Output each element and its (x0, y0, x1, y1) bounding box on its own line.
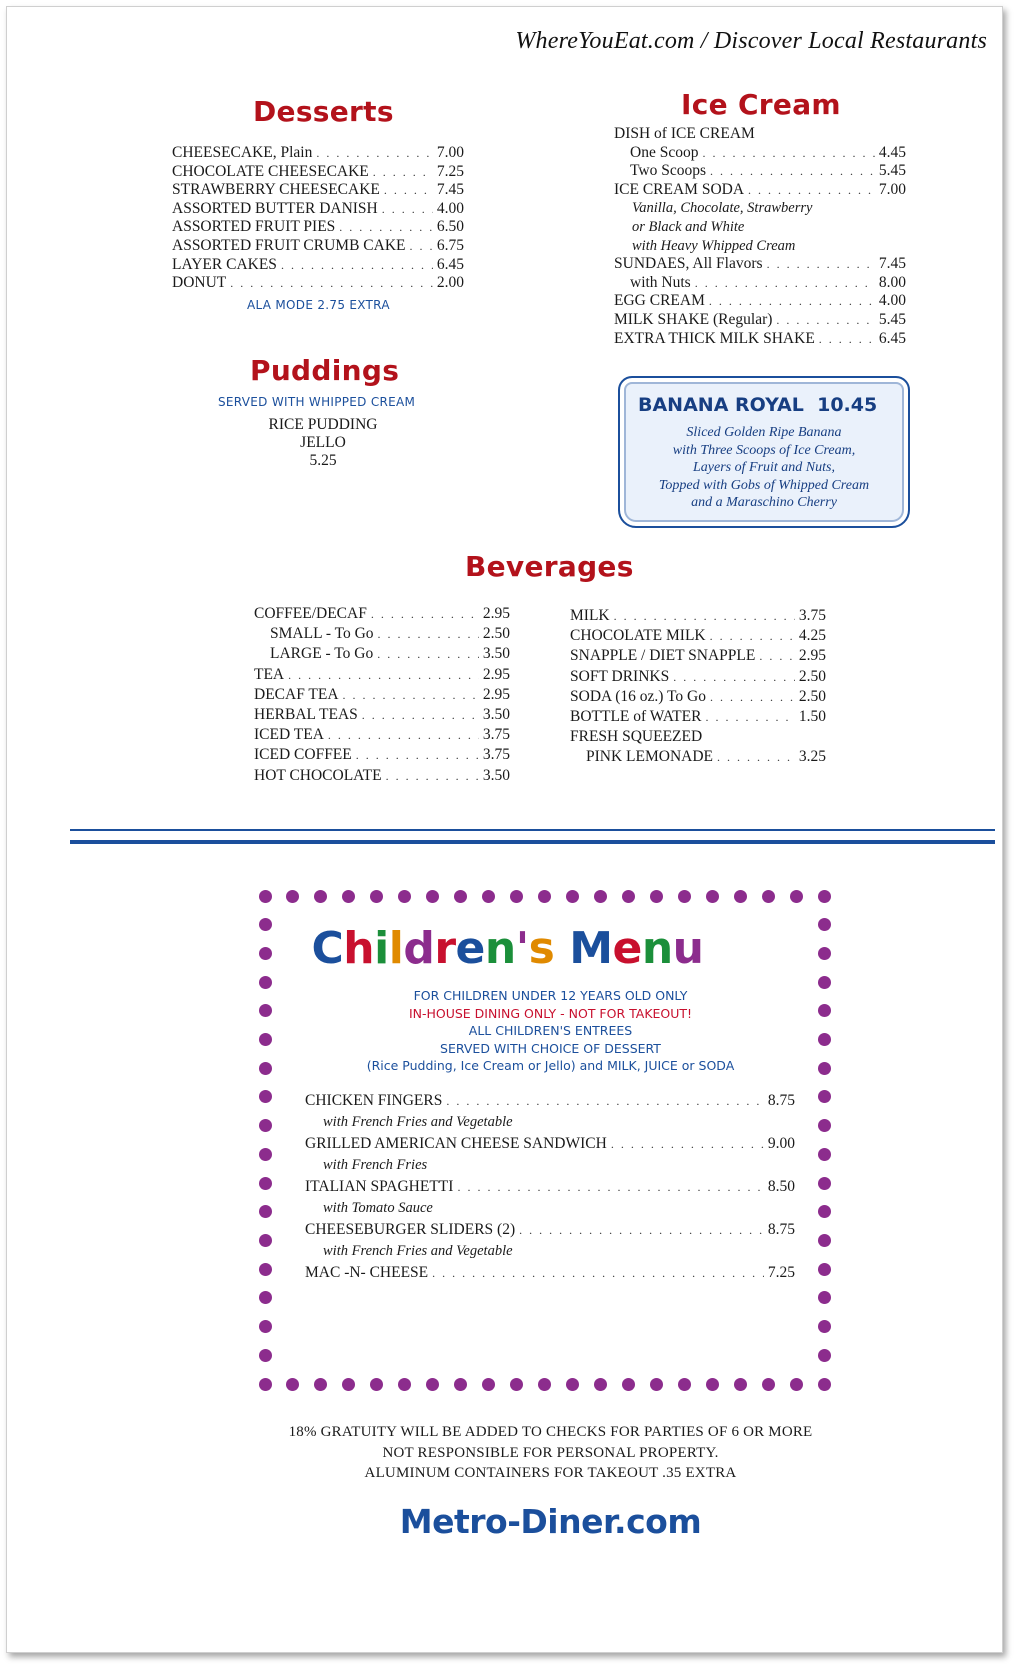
item-price: 2.95 (482, 605, 510, 622)
menu-item (254, 766, 510, 786)
dot-leader (710, 162, 875, 181)
item-description: Vanilla, Chocolate, Strawberry (632, 200, 813, 217)
item-description: or Black and White (632, 218, 745, 235)
border-dot (482, 1378, 495, 1391)
item-price: 6.50 (436, 218, 464, 236)
menu-item (614, 255, 906, 274)
desserts-list (172, 144, 464, 293)
title-letter: r (434, 923, 456, 974)
item-name: ASSORTED FRUIT CRUMB CAKE (172, 236, 406, 254)
item-name: LAYER CAKES (172, 255, 277, 273)
title-letter: d (403, 923, 435, 974)
item-name: ICE CREAM SODA (614, 180, 745, 198)
border-dot (314, 1378, 327, 1391)
menu-item (614, 125, 906, 144)
dot-leader (695, 274, 875, 293)
border-dot (818, 1205, 831, 1218)
menu-item (172, 256, 464, 275)
title-letter: n (641, 923, 673, 974)
menu-item (614, 311, 906, 330)
item-name: COFFEE/DECAF (254, 605, 367, 622)
menu-item (254, 604, 510, 624)
border-dot (259, 1205, 272, 1218)
dot-leader (709, 292, 875, 311)
border-dot (790, 1378, 803, 1391)
border-dot (259, 1349, 272, 1362)
menu-item (614, 292, 906, 311)
dot-leader (339, 218, 433, 237)
puddings-note: SERVED WITH WHIPPED CREAM (218, 395, 416, 409)
item-price: 2.95 (798, 647, 826, 665)
border-dot (259, 1320, 272, 1333)
border-dot (818, 890, 831, 903)
dot-leader (382, 200, 433, 219)
item-price: 7.00 (878, 180, 906, 198)
border-dot (678, 1378, 691, 1391)
menu-item (172, 218, 464, 237)
menu-item (254, 685, 510, 705)
menu-item (254, 725, 510, 745)
website-link[interactable]: Metro-Diner.com (399, 1502, 702, 1541)
banana-royal-line: with Three Scoops of Ice Cream, (672, 442, 856, 458)
item-name: EGG CREAM (614, 292, 705, 310)
dot-leader (230, 274, 433, 293)
border-dot (510, 890, 523, 903)
dot-leader (373, 163, 433, 182)
dot-leader (384, 181, 433, 200)
border-dot (678, 890, 691, 903)
title-letter: e (455, 923, 485, 974)
title-letter: M (569, 923, 613, 974)
item-price: 5.45 (878, 162, 906, 180)
title-letter (554, 923, 569, 974)
border-dot (650, 890, 663, 903)
menu-item (254, 644, 510, 664)
dot-leader (377, 644, 479, 664)
pudding-price: 5.25 (309, 452, 337, 469)
banana-royal-name: BANANA ROYAL (638, 394, 804, 416)
dot-leader (356, 745, 479, 765)
item-price: 2.50 (798, 667, 826, 685)
border-dot (426, 1378, 439, 1391)
border-dot (818, 1378, 831, 1391)
ice-cream-list (614, 125, 906, 348)
ice-cream-title: Ice Cream (681, 88, 841, 121)
item-description: with French Fries and Vegetable (323, 1243, 513, 1259)
border-dot (594, 890, 607, 903)
border-dot (454, 1378, 467, 1391)
item-name: PINK LEMONADE (586, 748, 714, 766)
item-price: 3.75 (482, 726, 510, 744)
dot-leader (710, 687, 795, 707)
beverages-left-list (254, 604, 510, 786)
banana-royal-description (620, 424, 908, 512)
item-name: SMALL - To Go (270, 625, 374, 643)
border-dot (426, 890, 439, 903)
item-price: 7.45 (878, 255, 906, 273)
puddings-list (223, 416, 423, 470)
border-dot (314, 890, 327, 903)
menu-item (614, 162, 906, 181)
border-dot (538, 890, 551, 903)
title-letter: h (343, 923, 375, 974)
dot-leader (519, 1220, 764, 1241)
item-name: ASSORTED FRUIT PIES (172, 218, 336, 236)
dot-leader (432, 1263, 764, 1284)
dot-leader (819, 330, 875, 349)
item-name: HOT CHOCOLATE (254, 766, 382, 784)
item-price: 8.50 (767, 1178, 795, 1195)
item-name: ASSORTED BUTTER DANISH (172, 199, 378, 217)
containers-note: ALUMINUM CONTAINERS FOR TAKEOUT .35 EXTRA (364, 1465, 737, 1481)
dot-leader (343, 685, 479, 705)
childrens-menu-item (305, 1219, 795, 1241)
item-price: 7.00 (436, 144, 464, 161)
border-dot (790, 890, 803, 903)
border-dot (818, 1234, 831, 1247)
menu-item (172, 144, 464, 163)
border-dot (734, 890, 747, 903)
item-name: GRILLED AMERICAN CHEESE SANDWICH (305, 1135, 607, 1152)
title-letter: i (374, 923, 389, 974)
banana-royal-box (618, 376, 910, 528)
dot-leader (288, 665, 479, 685)
dot-leader (705, 707, 794, 727)
border-dot (594, 1378, 607, 1391)
border-dot (259, 1090, 272, 1103)
banana-royal-title (638, 394, 877, 416)
item-price: 6.75 (436, 236, 464, 254)
border-dot (818, 1119, 831, 1132)
item-price: 5.45 (878, 310, 906, 328)
item-price: 8.75 (767, 1221, 795, 1238)
border-dot (818, 1320, 831, 1333)
banana-royal-line: and a Maraschino Cherry (691, 495, 837, 510)
border-dot (286, 890, 299, 903)
border-dot (286, 1378, 299, 1391)
pudding-item: RICE PUDDING (268, 416, 378, 433)
item-name: DONUT (172, 274, 227, 292)
item-name: CHOCOLATE CHEESECAKE (172, 162, 369, 180)
footer-notes (0, 1422, 1015, 1484)
border-dot (818, 1148, 831, 1161)
border-dot (370, 890, 383, 903)
item-price: 3.50 (482, 766, 510, 784)
dot-leader (371, 604, 479, 624)
title-letter: n (484, 923, 516, 974)
border-dot (259, 1148, 272, 1161)
childrens-menu-title (0, 923, 1015, 974)
dot-leader (673, 667, 795, 687)
item-price: 4.45 (878, 143, 906, 161)
menu-item (614, 144, 906, 163)
title-letter: e (612, 923, 642, 974)
pudding-item: JELLO (300, 434, 346, 451)
menu-item (172, 200, 464, 219)
item-price: 3.75 (482, 746, 510, 764)
border-dot (818, 1291, 831, 1304)
item-price: 1.50 (798, 708, 826, 726)
item-name: BOTTLE of WATER (570, 708, 702, 726)
item-name: MILK SHAKE (Regular) (614, 310, 773, 328)
border-dot (566, 1378, 579, 1391)
title-letter: ' (515, 923, 529, 974)
dot-leader (328, 725, 479, 745)
item-name: DISH of ICE CREAM (614, 125, 755, 142)
border-dot (734, 1378, 747, 1391)
border-dot (622, 890, 635, 903)
title-letter: s (528, 923, 555, 974)
border-dot (706, 890, 719, 903)
menu-item (570, 747, 826, 767)
dot-leader (710, 626, 795, 646)
item-name: CHOCOLATE MILK (570, 627, 706, 645)
childrens-menu-item (305, 1133, 795, 1155)
item-price: 6.45 (436, 255, 464, 273)
border-dot (818, 1263, 831, 1276)
border-dot (818, 1349, 831, 1362)
border-dot (370, 1378, 383, 1391)
item-name: MILK (570, 607, 610, 624)
item-price: 2.50 (482, 625, 510, 643)
childrens-menu-item (305, 1090, 795, 1112)
title-letter: l (388, 923, 404, 974)
dot-leader (386, 766, 479, 786)
item-name: ITALIAN SPAGHETTI (305, 1178, 454, 1195)
item-name: LARGE - To Go (270, 645, 374, 663)
border-dot (706, 1378, 719, 1391)
property-note: NOT RESPONSIBLE FOR PERSONAL PROPERTY. (382, 1444, 719, 1461)
banana-royal-line: Layers of Fruit and Nuts, (693, 460, 835, 475)
dot-leader (362, 705, 479, 725)
puddings-title: Puddings (250, 354, 400, 387)
dot-leader (378, 624, 479, 644)
item-price: 3.50 (482, 645, 510, 663)
item-price: 2.50 (798, 687, 826, 705)
menu-item (254, 705, 510, 725)
childrens-note: FOR CHILDREN UNDER 12 YEARS OLD ONLY (413, 988, 688, 1003)
item-description: with Heavy Whipped Cream (632, 237, 796, 254)
ala-mode-note: ALA MODE 2.75 EXTRA (247, 298, 390, 312)
dot-leader (457, 1177, 763, 1198)
menu-item (570, 667, 826, 687)
border-dot (342, 1378, 355, 1391)
menu-item (254, 665, 510, 685)
item-price: 2.95 (482, 665, 510, 683)
dot-leader (767, 255, 875, 274)
dot-leader (409, 237, 432, 256)
divider-thin (70, 829, 995, 831)
item-price: 9.00 (767, 1135, 795, 1152)
dot-leader (776, 311, 874, 330)
menu-item (570, 707, 826, 727)
menu-item (172, 237, 464, 256)
dot-leader (611, 1134, 764, 1155)
item-name: DECAF TEA (254, 685, 339, 703)
menu-item (172, 181, 464, 200)
item-price: 4.00 (878, 292, 906, 310)
dot-leader (717, 747, 795, 767)
border-dot (259, 1378, 272, 1391)
item-description: with French Fries and Vegetable (323, 1114, 513, 1130)
divider-thick (70, 840, 995, 844)
border-dot (566, 890, 579, 903)
item-name: SNAPPLE / DIET SNAPPLE (570, 647, 756, 665)
item-price: 2.95 (482, 685, 510, 703)
menu-item (570, 646, 826, 666)
border-dot (342, 890, 355, 903)
menu-item (570, 687, 826, 707)
border-dot (259, 1119, 272, 1132)
menu-item (172, 274, 464, 293)
menu-item (254, 745, 510, 765)
childrens-menu-item (305, 1176, 795, 1198)
item-name: FRESH SQUEEZED (570, 728, 703, 746)
item-description: with Tomato Sauce (323, 1200, 433, 1216)
border-dot (482, 890, 495, 903)
item-name: HERBAL TEAS (254, 706, 358, 724)
item-name: CHEESEBURGER SLIDERS (2) (305, 1221, 516, 1238)
title-letter: C (311, 923, 344, 974)
menu-item (614, 330, 906, 349)
item-price: 8.00 (878, 273, 906, 291)
border-dot (259, 1177, 272, 1190)
item-price: 6.45 (878, 329, 906, 347)
menu-item (570, 626, 826, 646)
gratuity-note: 18% GRATUITY WILL BE ADDED TO CHECKS FOR PARTIES OF 6 OR MORE (288, 1424, 813, 1440)
border-dot (510, 1378, 523, 1391)
item-description: with French Fries (323, 1157, 428, 1173)
childrens-menu-item (305, 1262, 795, 1284)
item-name: STRAWBERRY CHEESECAKE (172, 181, 380, 199)
menu-item (570, 606, 826, 626)
item-name: One Scoop (630, 143, 699, 161)
border-dot (398, 890, 411, 903)
border-dot (454, 890, 467, 903)
item-price: 3.25 (798, 748, 826, 766)
item-price: 2.00 (436, 274, 464, 292)
border-dot (818, 1090, 831, 1103)
banana-royal-line: Sliced Golden Ripe Banana (686, 425, 842, 440)
item-price: 7.45 (436, 181, 464, 199)
item-name: ICED COFFEE (254, 746, 352, 764)
dot-leader (702, 144, 874, 163)
item-price: 8.75 (767, 1092, 795, 1109)
childrens-note: SERVED WITH CHOICE OF DESSERT (440, 1040, 661, 1056)
border-dot (259, 890, 272, 903)
item-name: CHICKEN FINGERS (305, 1092, 443, 1109)
banana-royal-price: 10.45 (817, 394, 878, 416)
border-dot (762, 890, 775, 903)
menu-item (614, 181, 906, 200)
dot-leader (614, 606, 795, 626)
border-dot (259, 1291, 272, 1304)
border-dot (259, 1263, 272, 1276)
childrens-note-takeout: IN-HOUSE DINING ONLY - NOT FOR TAKEOUT! (408, 1005, 693, 1021)
banana-royal-line: Topped with Gobs of Whipped Cream (658, 477, 870, 493)
watermark-text: WhereYouEat.com / Discover Local Restaurants (515, 28, 987, 54)
childrens-note: (Rice Pudding, Ice Cream or Jello) and MILK, JUICE or SODA (366, 1058, 735, 1073)
menu-item (172, 163, 464, 182)
childrens-menu-notes (0, 987, 1015, 1075)
border-dot (762, 1378, 775, 1391)
dot-leader (748, 181, 875, 200)
item-name: Two Scoops (630, 162, 706, 180)
dot-leader (316, 144, 433, 163)
childrens-note: ALL CHILDREN'S ENTREES (468, 1023, 633, 1038)
beverages-right-list (570, 606, 826, 768)
item-name: EXTRA THICK MILK SHAKE (614, 329, 815, 347)
item-price: 7.25 (436, 162, 464, 180)
menu-item (254, 624, 510, 644)
desserts-title: Desserts (253, 95, 394, 128)
item-name: ICED TEA (254, 726, 324, 744)
item-price: 3.75 (798, 607, 826, 624)
item-name: SOFT DRINKS (570, 667, 670, 685)
item-name: with Nuts (630, 273, 691, 291)
item-price: 3.50 (482, 706, 510, 724)
item-name: TEA (254, 665, 285, 683)
dot-leader (446, 1091, 764, 1112)
dot-leader (281, 256, 433, 275)
border-dot (650, 1378, 663, 1391)
item-price: 7.25 (767, 1264, 795, 1281)
title-letter: u (672, 923, 704, 974)
menu-item (614, 274, 906, 293)
item-name: SODA (16 oz.) To Go (570, 687, 706, 705)
border-dot (259, 1234, 272, 1247)
item-name: SUNDAES, All Flavors (614, 255, 763, 273)
border-dot (622, 1378, 635, 1391)
item-price: 4.00 (436, 199, 464, 217)
beverages-title: Beverages (465, 550, 634, 583)
dot-leader (759, 646, 795, 666)
item-name: CHEESECAKE, Plain (172, 144, 313, 161)
menu-item (570, 727, 826, 747)
border-dot (538, 1378, 551, 1391)
item-price: 4.25 (798, 627, 826, 645)
childrens-menu-list (305, 1090, 795, 1284)
border-dot (398, 1378, 411, 1391)
item-name: MAC -N- CHEESE (305, 1264, 429, 1281)
border-dot (818, 1177, 831, 1190)
